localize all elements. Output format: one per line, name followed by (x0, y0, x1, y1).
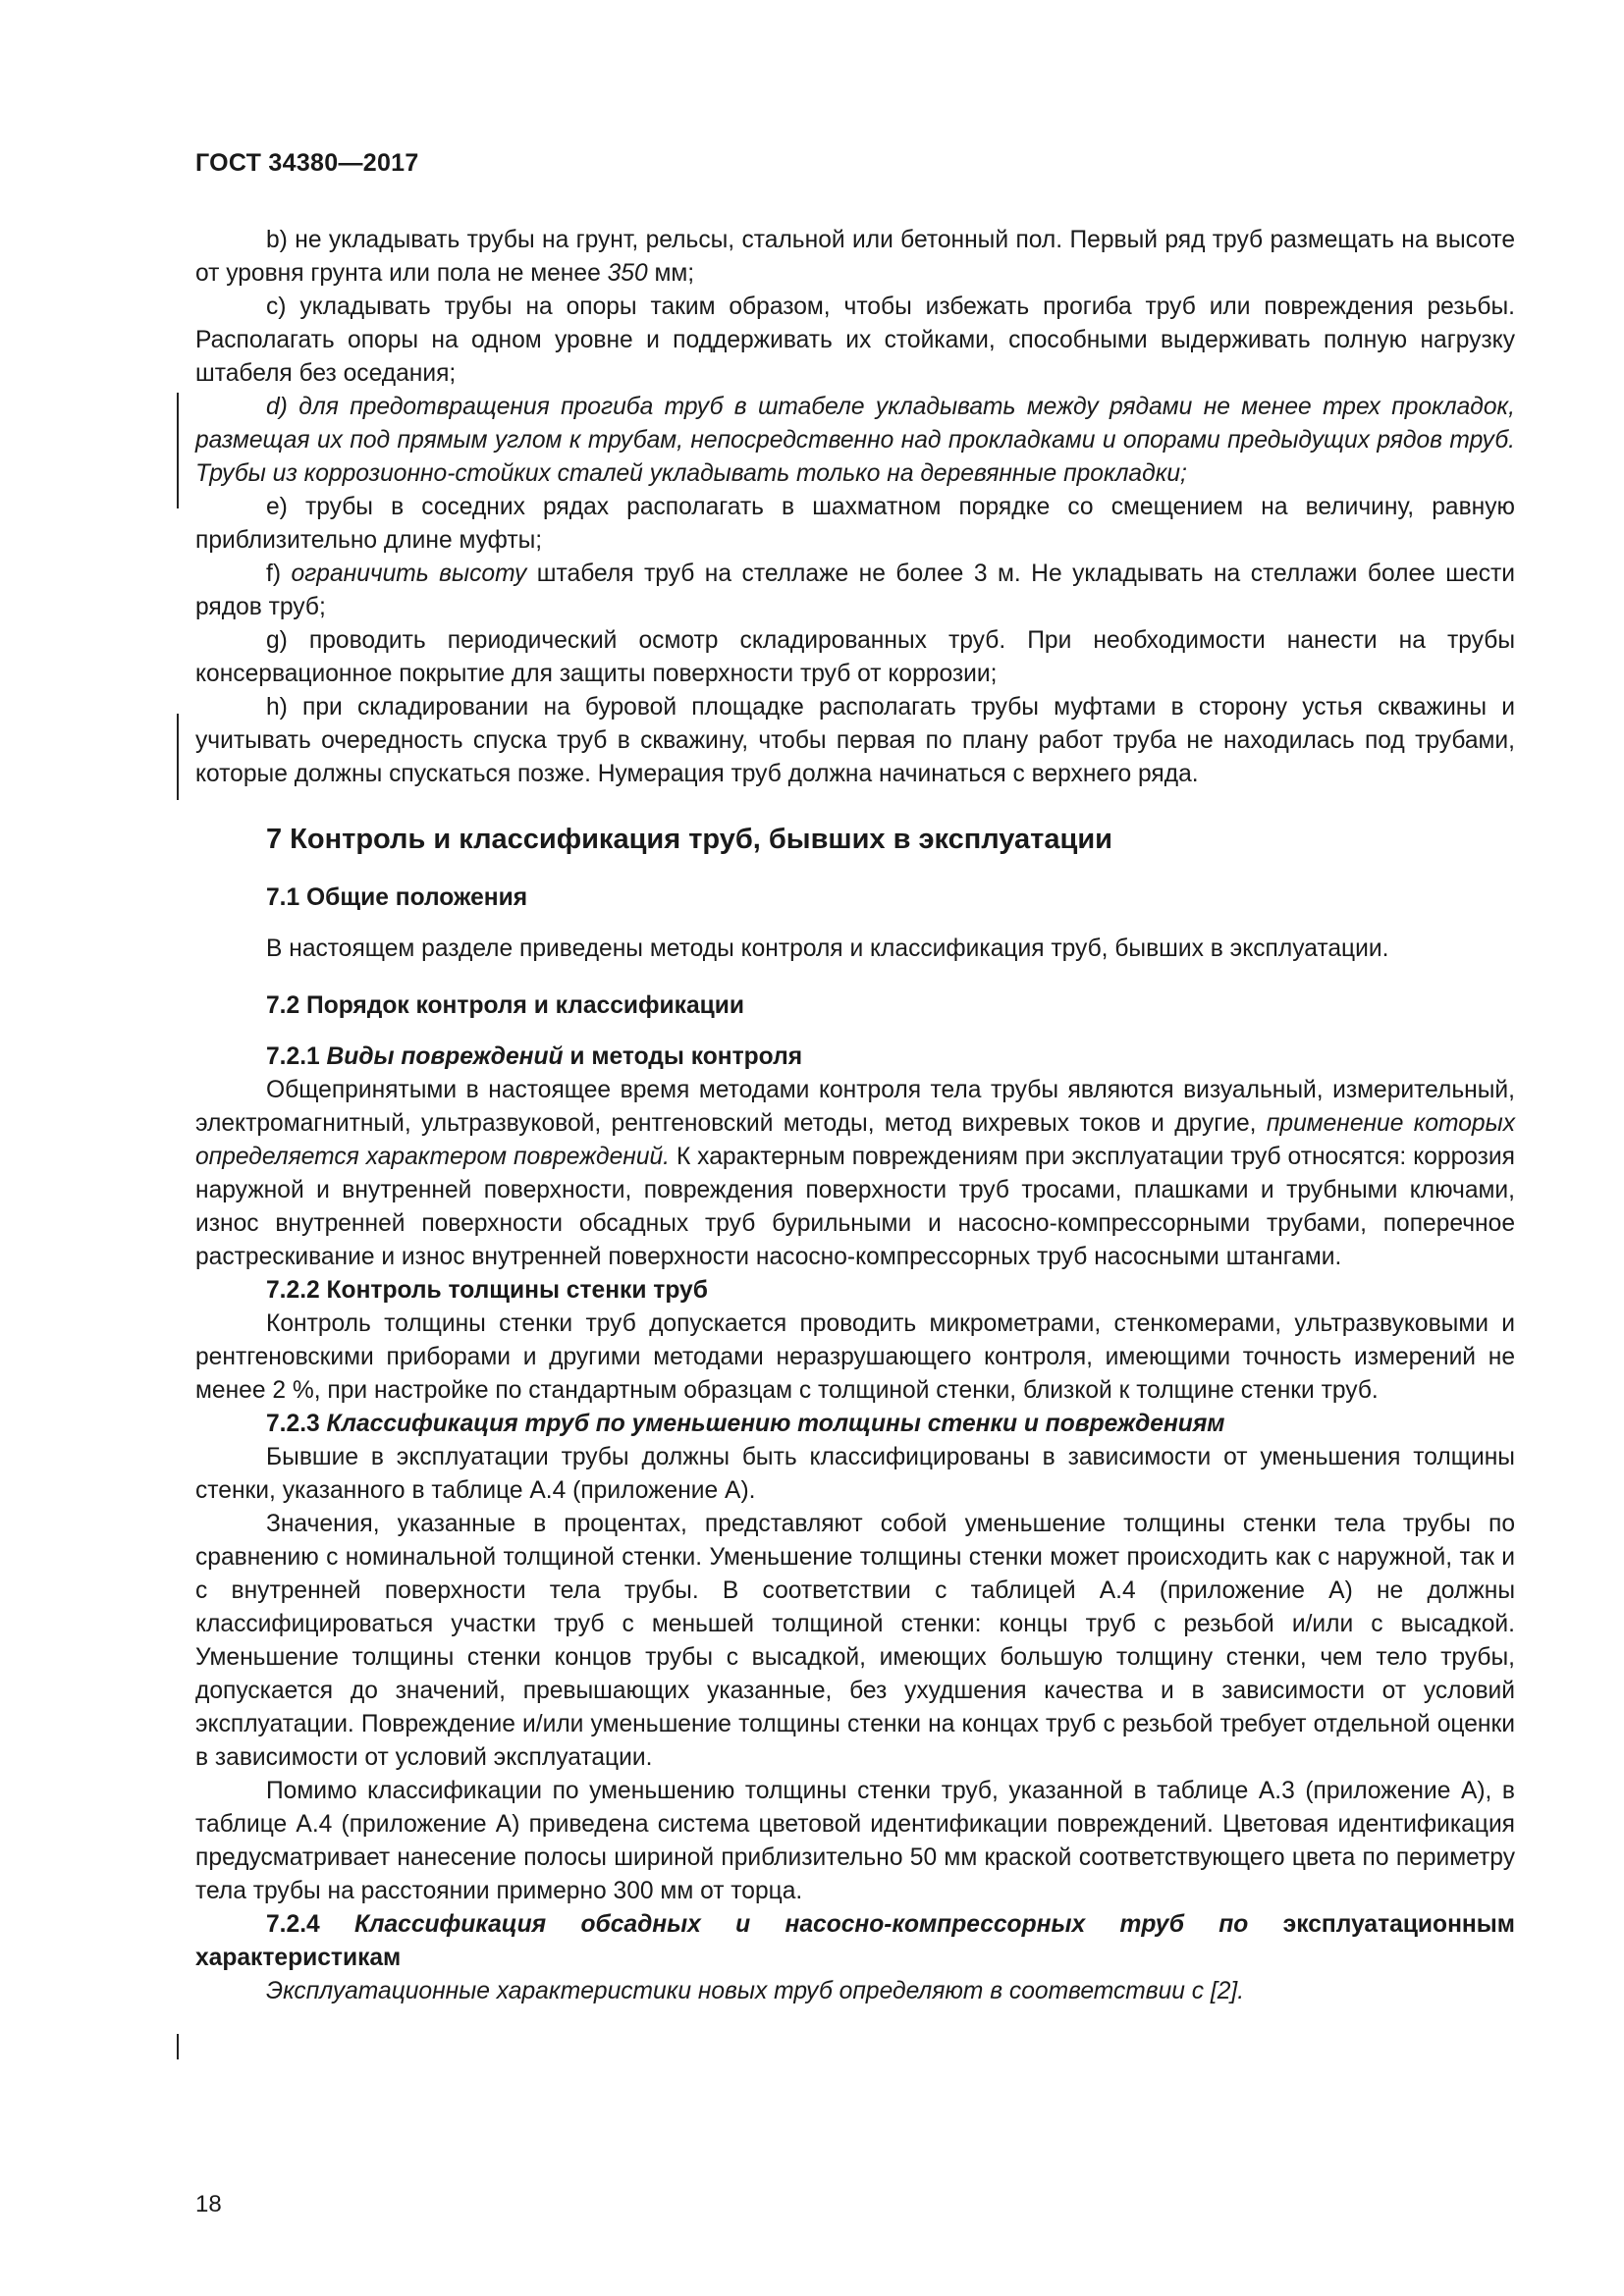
list-item-g: g) проводить периодический осмотр складированных труб. При необходимости нанести на трубы консервационное покрытие для защиты поверхности труб от коррозии; (195, 627, 1515, 687)
document-header: ГОСТ 34380—2017 (195, 149, 419, 177)
section-7-1-text: В настоящем разделе приведены методы контроля и классификация труб, бывших в эксплуатации. (266, 935, 1389, 962)
change-bar-724 (177, 2034, 179, 2059)
section-7-2-title: 7.2 Порядок контроля и классификации (266, 992, 745, 1019)
change-bar-h (177, 714, 179, 800)
change-bar-d (177, 393, 179, 508)
list-item-h: h) при складировании на буровой площадке располагать трубы муфтами в сторону устья скважины и учитывать очередность спуска труб в скважину, чтобы первая по плану работ труба не находилась под трубами, которые должны спускаться позже. Нумерация труб должна начинаться с верхнего ряда. (195, 694, 1515, 787)
section-7-2-3-para-1: Бывшие в эксплуатации трубы должны быть классифицированы в зависимости от уменьшения толщины стенки, указанного в таблице А.4 (приложение А). (195, 1444, 1515, 1504)
list-item-b: b) не укладывать трубы на грунт, рельсы, стальной или бетонный пол. Первый ряд труб размещать на высоте от уровня грунта или пола не менее 350 мм; (195, 227, 1515, 287)
section-7-2-4-title: 7.2.4 Классификация обсадных и насосно-компрессорных труб по эксплуатационным характеристикам (195, 1911, 1515, 1971)
section-7-2-3-para-2: Значения, указанные в процентах, представляют собой уменьшение толщины стенки тела трубы по сравнению с номинальной толщиной стенки. Уменьшение толщины стенки может происходить как с наружной, так и с внутренней поверхности тела трубы. В соответствии с таблицей А.4 (приложение А) не должны классифицироваться участки труб с меньшей толщиной стенки: концы труб с резьбой и/или с высадкой. Уменьшение толщины стенки концов трубы с высадкой, имеющих большую толщину стенки, чем тело трубы, допускается до значений, превышающих указанные, без ухудшения качества и в зависимости от условий эксплуатации. Повреждение и/или уменьшение толщины стенки на концах труб с резьбой требует отдельной оценки в зависимости от условий эксплуатации. (195, 1511, 1515, 1771)
section-7-title: 7 Контроль и классификация труб, бывших в эксплуатации (266, 824, 1112, 855)
page-number: 18 (195, 2191, 222, 2217)
section-7-2-2-title: 7.2.2 Контроль толщины стенки труб (266, 1277, 708, 1304)
document-body (195, 224, 1515, 2008)
section-7-2-3-title: 7.2.3 Классификация труб по уменьшению толщины стенки и повреждениям (266, 1411, 1225, 1437)
list-item-e: e) трубы в соседних рядах располагать в шахматном порядке со смещением на величину, равную приблизительно длине муфты; (195, 494, 1515, 554)
section-7-2-1-title: 7.2.1 Виды повреждений и методы контроля (266, 1043, 803, 1070)
list-item-d: d) для предотвращения прогиба труб в штабеле укладывать между рядами не менее трех прокладок, размещая их под прямым углом к трубам, непосредственно над прокладками и опорами предыдущих рядов труб. Трубы из коррозионно-стойких сталей укладывать только на деревянные прокладки; (195, 394, 1515, 487)
list-item-f: f) ограничить высоту штабеля труб на стеллаже не более 3 м. Не укладывать на стеллажи более шести рядов труб; (195, 561, 1515, 620)
section-7-1-title: 7.1 Общие положения (266, 884, 528, 911)
section-7-2-1-text: Общепринятыми в настоящее время методами контроля тела трубы являются визуальный, измерительный, электромагнитный, ультразвуковой, рентгеновский методы, метод вихревых токов и другие, применение которых определяется характером повреждений. К характерным повреждениям при эксплуатации труб относятся: коррозия наружной и внутренней поверхности, повреждения поверхности труб тросами, плашками и трубными ключами, износ внутренней поверхности обсадных труб бурильными и насосно-компрессорными трубами, поперечное растрескивание и износ внутренней поверхности насосно-компрессорных труб насосными штангами. (195, 1077, 1515, 1270)
section-7-2-3-para-3: Помимо классификации по уменьшению толщины стенки труб, указанной в таблице А.3 (приложение А), в таблице А.4 (приложение А) приведена система цветовой идентификации повреждений. Цветовая идентификация предусматривает нанесение полосы шириной приблизительно 50 мм краской соответствующего цвета по периметру тела трубы на расстоянии примерно 300 мм от торца. (195, 1778, 1515, 1904)
section-7-2-2-text: Контроль толщины стенки труб допускается проводить микрометрами, стенкомерами, ультразвуковыми и рентгеновскими приборами и другими методами неразрушающего контроля, имеющими точность измерений не менее 2 %, при настройке по стандартным образцам с толщиной стенки, близкой к толщине стенки труб. (195, 1310, 1515, 1404)
list-item-c: c) укладывать трубы на опоры таким образом, чтобы избежать прогиба труб или повреждения резьбы. Располагать опоры на одном уровне и поддерживать их стойками, способными выдерживать полную нагрузку штабеля без оседания; (195, 294, 1515, 387)
section-7-2-4-text: Эксплуатационные характеристики новых труб определяют в соответствии с [2]. (266, 1978, 1245, 2004)
